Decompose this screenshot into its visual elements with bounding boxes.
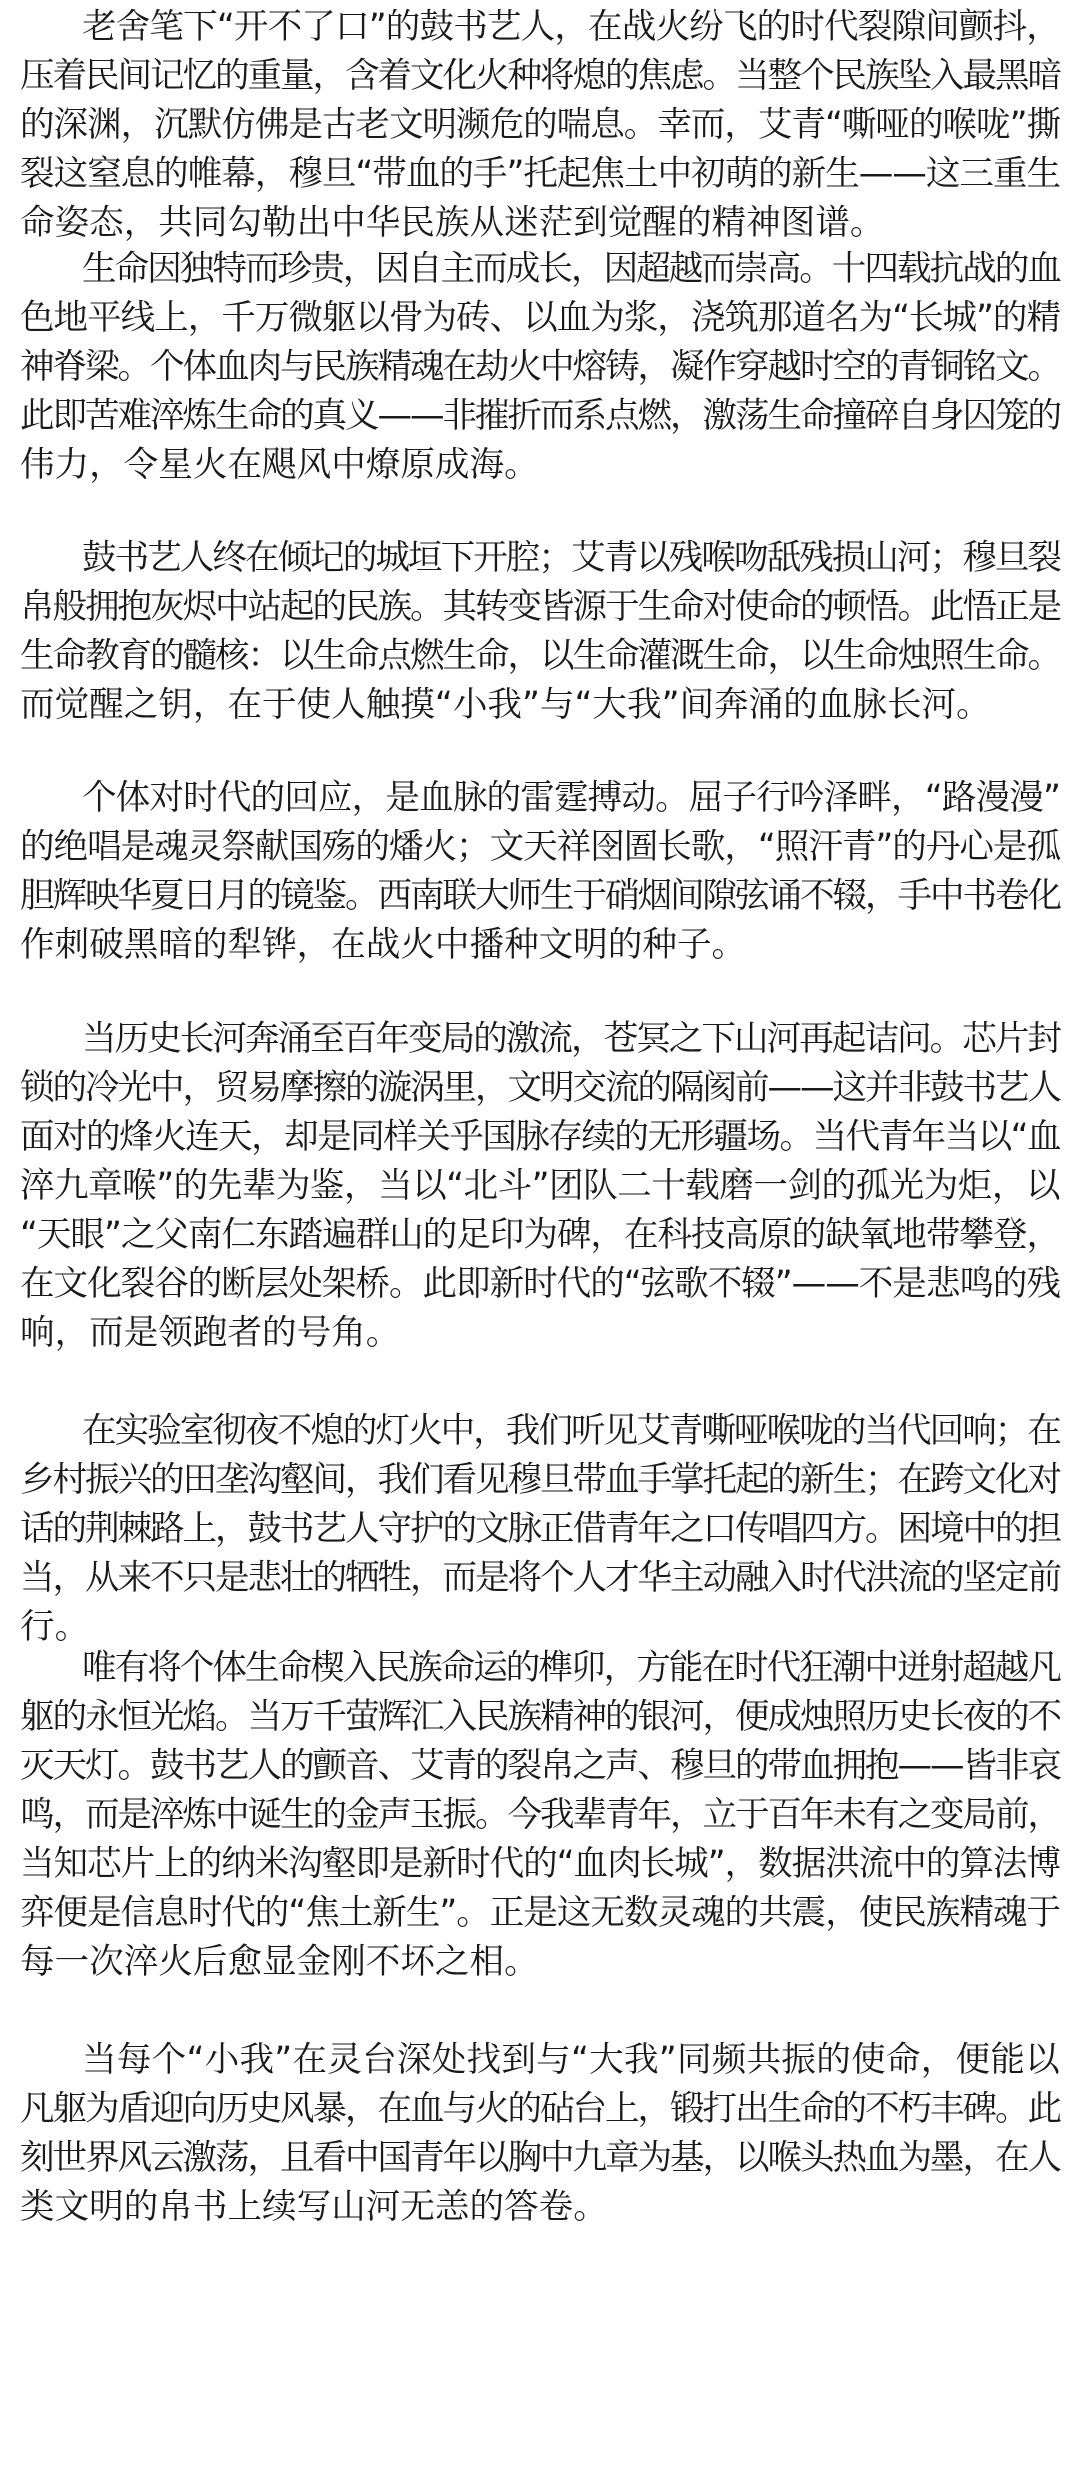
paragraph-line: 响，而是领跑者的号角。 <box>20 1313 401 1353</box>
paragraph-line: 类文明的帛书上续写山河无恙的答卷。 <box>20 2187 608 2227</box>
paragraph-line: 弈便是信息时代的“焦土新生”。正是这无数灵魂的共震，使民族精魂于 <box>20 1893 1060 1933</box>
paragraph-line: 乡村振兴的田垄沟壑间，我们看见穆旦带血手掌托起的新生；在跨文化对 <box>20 1460 1060 1500</box>
paragraph-line: 凡躯为盾迎向历史风暴，在血与火的砧台上，锻打出生命的不朽丰碑。此 <box>20 2089 1060 2129</box>
paragraph-line: 胆辉映华夏日月的镜鉴。西南联大师生于硝烟间隙弦诵不辍，手中书卷化 <box>20 876 1060 916</box>
paragraph-line: 当，从来不只是悲壮的牺牲，而是将个人才华主动融入时代洪流的坚定前 <box>20 1558 1060 1598</box>
paragraph-line: 话的荆棘路上，鼓书艺人守护的文脉正借青年之口传唱四方。困境中的担 <box>20 1509 1060 1549</box>
paragraph-line: 当每个“小我”在灵台深处找到与“大我”同频共振的使命，便能以 <box>82 2040 1060 2080</box>
paragraph-line: “天眼”之父南仁东踏遍群山的足印为碑，在科技高原的缺氧地带攀登， <box>20 1215 1060 1255</box>
paragraph-line: 当知芯片上的纳米沟壑即是新时代的“血肉长城”，数据洪流中的算法博 <box>20 1844 1060 1884</box>
paragraph-line: 唯有将个体生命楔入民族命运的榫卯，方能在时代狂潮中迸射超越凡 <box>82 1648 1060 1688</box>
paragraph-line: 灭天灯。鼓书艺人的颤音、艾青的裂帛之声、穆旦的带血拥抱——皆非哀 <box>20 1746 1060 1786</box>
paragraph-line: 面对的烽火连天，却是同样关乎国脉存续的无形疆场。当代青年当以“血 <box>20 1117 1060 1157</box>
paragraph-line: 老舍笔下“开不了口”的鼓书艺人，在战火纷飞的时代裂隙间颤抖， <box>82 7 1060 47</box>
paragraph-line: 生命因独特而珍贵，因自主而成长，因超越而崇高。十四载抗战的血 <box>82 249 1060 289</box>
paragraph-line: 锁的冷光中，贸易摩擦的漩涡里，文明交流的隔阂前——这并非鼓书艺人 <box>20 1068 1060 1108</box>
paragraph-line: 神脊梁。个体血肉与民族精魂在劫火中熔铸，凝作穿越时空的青铜铭文。 <box>20 347 1060 387</box>
paragraph-line: 鸣，而是淬炼中诞生的金声玉振。今我辈青年，立于百年未有之变局前， <box>20 1795 1060 1835</box>
paragraph-line: 此即苦难淬炼生命的真义——非摧折而系点燃，激荡生命撞碎自身囚笼的 <box>20 396 1060 436</box>
paragraph-line: 命姿态，共同勾勒出中华民族从迷茫到觉醒的精神图谱。 <box>20 203 885 243</box>
paragraph-line: 鼓书艺人终在倾圮的城垣下开腔；艾青以残喉吻舐残损山河；穆旦裂 <box>82 538 1060 578</box>
paragraph-line: 刻世界风云激荡，且看中国青年以胸中九章为基，以喉头热血为墨，在人 <box>20 2138 1060 2178</box>
paragraph-line: 裂这窒息的帷幕，穆旦“带血的手”托起焦土中初萌的新生——这三重生 <box>20 154 1060 194</box>
paragraph-line: 行。 <box>20 1607 90 1647</box>
paragraph-line: 的绝唱是魂灵祭献国殇的燔火；文天祥囹圄长歌，“照汗青”的丹心是孤 <box>20 827 1060 867</box>
paragraph-line: 色地平线上，千万微躯以骨为砖、以血为浆，浇筑那道名为“长城”的精 <box>20 298 1060 338</box>
paragraph-line: 的深渊，沉默仿佛是古老文明濒危的喘息。幸而，艾青“嘶哑的喉咙”撕 <box>20 105 1060 145</box>
paragraph-line: 当历史长河奔涌至百年变局的激流，苍冥之下山河再起诘问。芯片封 <box>82 1019 1060 1059</box>
paragraph-line: 生命教育的髓核：以生命点燃生命，以生命灌溉生命，以生命烛照生命。 <box>20 636 1060 676</box>
paragraph-line: 躯的永恒光焰。当万千萤辉汇入民族精神的银河，便成烛照历史长夜的不 <box>20 1697 1060 1737</box>
paragraph-line: 而觉醒之钥，在于使人触摸“小我”与“大我”间奔涌的血脉长河。 <box>20 685 991 725</box>
paragraph-line: 淬九章喉”的先辈为鉴，当以“北斗”团队二十载磨一剑的孤光为炬，以 <box>20 1166 1060 1206</box>
paragraph-line: 在文化裂谷的断层处架桥。此即新时代的“弦歌不辍”——不是悲鸣的残 <box>20 1264 1060 1304</box>
paragraph-line: 伟力，令星火在飓风中燎原成海。 <box>20 445 539 485</box>
paragraph-line: 压着民间记忆的重量，含着文化火种将熄的焦虑。当整个民族坠入最黑暗 <box>20 56 1060 96</box>
paragraph-line: 帛般拥抱灰烬中站起的民族。其转变皆源于生命对使命的顿悟。此悟正是 <box>20 587 1060 627</box>
paragraph-line: 作刺破黑暗的犁铧，在战火中播种文明的种子。 <box>20 925 747 965</box>
paragraph-line: 每一次淬火后愈显金刚不坏之相。 <box>20 1942 539 1982</box>
paragraph-line: 在实验室彻夜不熄的灯火中，我们听见艾青嘶哑喉咙的当代回响；在 <box>82 1411 1060 1451</box>
paragraph-line: 个体对时代的回应，是血脉的雷霆搏动。屈子行吟泽畔，“路漫漫” <box>82 778 1060 818</box>
